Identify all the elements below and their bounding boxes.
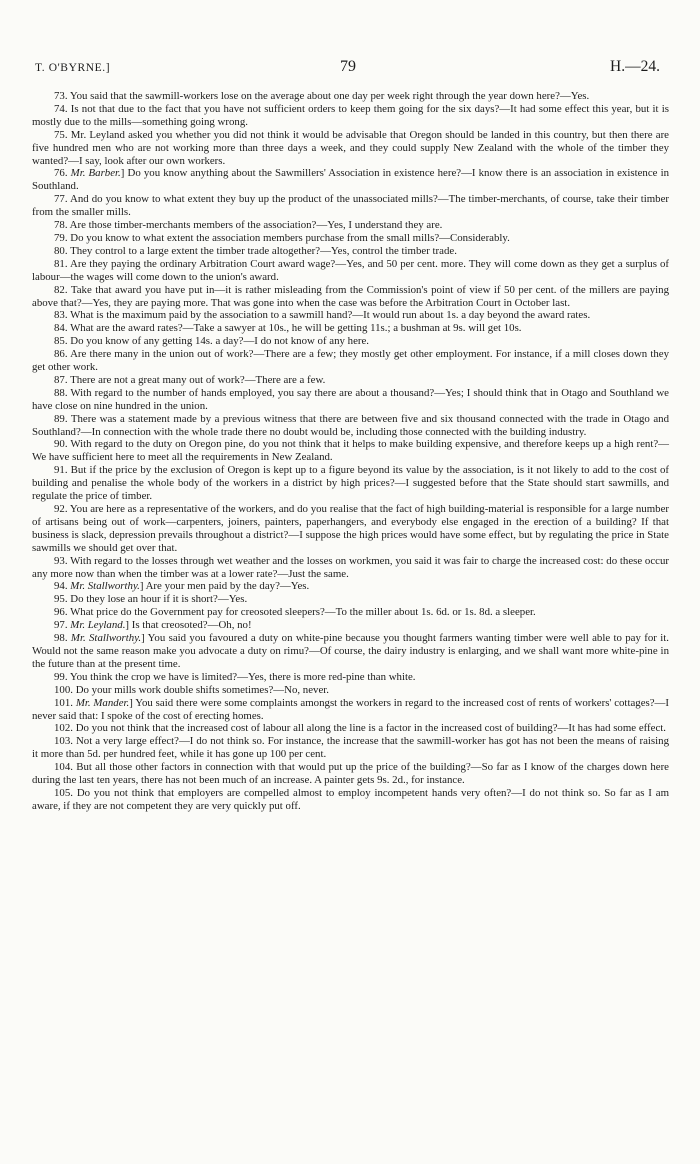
question-text: Mr. Leyland.] Is that creosoted?—Oh, no! — [70, 619, 252, 632]
question-text: What are the award rates?—Take a sawyer at 10s., he will be getting 11s.; a bushman at 9s. will get 10s. — [67, 322, 522, 335]
question-number: 95. — [54, 593, 68, 606]
question-number: 80. — [54, 244, 68, 257]
question-number: 103. — [54, 735, 73, 748]
question-number: 73. — [54, 90, 68, 102]
testimony-paragraph — [32, 219, 669, 232]
question-number: 82. — [54, 283, 68, 296]
question-text: What is the maximum paid by the association to a sawmill hand?—It would run about 1s. a day beyond the award rates. — [67, 309, 591, 322]
question-number: 79. — [54, 231, 68, 244]
testimony-paragraph — [32, 193, 669, 219]
testimony-paragraph — [32, 413, 669, 439]
question-text: Are they paying the ordinary Arbitration Court award wage?—Yes, and 50 per cent. more. They will come down as they get a surplus of labour—the wages will come down to the union's award. — [32, 257, 669, 283]
question-text: With regard to the duty on Oregon pine, do you not think that it helps to make building expensive, and therefore keeps up a high rent?—We have sufficient here to meet all the requirements in New Zealand. — [32, 438, 669, 464]
question-text: Mr. Leyland asked you whether you did not think it would be advisable that Oregon should be landed in this country, but then there are five hundred men who are not working more than three days a week, and they could supply New Zealand with the whole of the timber they wanted?—I say, look after our own workers. — [32, 128, 669, 167]
question-number: 76. — [54, 167, 68, 180]
question-text: But all those other factors in connection with that would put up the price of the building?—So far as I know of the charges down here during the last ten years, there has not been much of an increase. A painter gets 9s. 2d., for instance. — [32, 761, 669, 787]
question-number: 98. — [54, 632, 68, 645]
question-text: You think the crop we have is limited?—Yes, there is more red-pine than white. — [67, 670, 416, 683]
question-number: 94. — [54, 580, 68, 593]
page-number: 79 — [340, 58, 356, 75]
testimony-paragraph — [32, 593, 669, 606]
witness-name: T. O'BYRNE.] — [35, 62, 111, 74]
testimony-paragraph — [32, 309, 669, 322]
question-number: 92. — [54, 503, 68, 515]
question-text: Do your mills work double shifts sometimes?—No, never. — [72, 683, 329, 696]
question-number: 101. — [54, 696, 73, 709]
question-text: There are not a great many out of work?—There are a few. — [67, 373, 326, 386]
testimony-paragraph — [32, 697, 669, 723]
testimony-paragraph — [32, 606, 669, 619]
question-text: Do they lose an hour if it is short?—Yes. — [67, 593, 248, 606]
question-number: 104. — [54, 761, 73, 774]
question-text: Do you know to what extent the association members purchase from the small mills?—Considerably. — [67, 231, 510, 244]
testimony-paragraph — [32, 374, 669, 387]
question-number: 81. — [54, 257, 68, 270]
question-number: 89. — [54, 412, 68, 425]
testimony-paragraph — [32, 684, 669, 697]
question-text: Mr. Stallworthy.] Are your men paid by the day?—Yes. — [70, 580, 310, 593]
testimony-text — [32, 90, 669, 813]
testimony-paragraph — [32, 619, 669, 632]
question-text: With regard to the number of hands employed, you say there are about a thousand?—Yes; I should think that in Otago and Southland we have close on nine hundred in the union. — [32, 386, 669, 412]
testimony-paragraph — [32, 284, 669, 310]
question-text: Are there many in the union out of work?—There are a few; they mostly get other employment. For instance, if a mill closes down they get other work. — [32, 348, 669, 374]
question-number: 99. — [54, 670, 68, 683]
question-text: Do you know of any getting 14s. a day?—I do not know of any here. — [67, 335, 370, 348]
testimony-paragraph — [32, 787, 669, 813]
testimony-paragraph — [32, 258, 669, 284]
question-number: 96. — [54, 606, 68, 619]
testimony-paragraph — [32, 103, 669, 129]
question-text: Mr. Barber.] Do you know anything about the Sawmillers' Association in existence here?—I know there is an association in existence in Southland. — [32, 167, 670, 193]
question-number: 74. — [54, 102, 68, 115]
testimony-paragraph — [32, 387, 669, 413]
question-number: 77. — [54, 193, 68, 206]
question-text: Is not that due to the fact that you have not sufficient orders to keep them going for the six days?—It had some effect this year, but it is mostly due to the mills—something going wrong. — [32, 102, 669, 128]
testimony-paragraph — [32, 555, 669, 581]
testimony-paragraph — [32, 761, 669, 787]
testimony-paragraph — [32, 671, 669, 684]
question-number: 97. — [54, 619, 68, 632]
question-number: 93. — [54, 554, 68, 567]
testimony-paragraph — [32, 245, 669, 258]
testimony-paragraph — [32, 438, 669, 464]
testimony-paragraph — [32, 348, 669, 374]
question-number: 86. — [54, 348, 68, 361]
testimony-paragraph — [32, 129, 669, 168]
question-text: Take that award you have put in—it is rather misleading from the Commission's point of view if 50 per cent. of the millers are paying above that?—Yes, they are paying more. That was gone into when the case was before the Arbitration Court in October last. — [32, 283, 669, 309]
testimony-paragraph — [32, 632, 669, 671]
testimony-paragraph — [32, 322, 669, 335]
question-number: 100. — [54, 683, 73, 696]
question-text: Mr. Mander.] You said there were some complaints amongst the workers in regard to the increased cost of rents of workers' cottages?—I never said that: I spoke of the cost of erecting homes. — [32, 696, 669, 722]
testimony-paragraph — [32, 503, 669, 555]
testimony-paragraph — [32, 464, 669, 503]
question-number: 85. — [54, 335, 68, 348]
question-text: Do you not think that the increased cost of labour all along the line is a factor in the increased cost of building?—It has had some effect. — [72, 722, 667, 735]
question-text: Do you not think that employers are compelled almost to employ incompetent hands very often?—I do not think so. So far as I am aware, if they are not competent they are very quickly put off. — [32, 786, 669, 812]
question-text: Mr. Stallworthy.] You said you favoured a duty on white-pine because you thought farmers wanting timber were well able to pay for it. Would not the same reason make you advocate a duty on rimu?—Of course, the dairy industry is enlarging, and we shall want more white-pine in the future than at the present time. — [32, 632, 669, 670]
testimony-paragraph — [32, 722, 669, 735]
question-text: But if the price by the exclusion of Oregon is kept up to a figure beyond its value by the association, is it not likely to add to the cost of building and penalise the whole body of the workers in a district by high prices?—I suggested before that the State should start sawmills, and regulate the price of timber. — [32, 464, 669, 503]
question-number: 90. — [54, 438, 68, 451]
question-number: 91. — [54, 464, 68, 477]
testimony-paragraph — [32, 232, 669, 245]
question-number: 78. — [54, 219, 68, 232]
question-text: What price do the Government pay for creosoted sleepers?—To the miller about 1s. 6d. or 1s. 8d. a sleeper. — [67, 606, 536, 619]
testimony-paragraph — [32, 167, 669, 193]
question-number: 87. — [54, 373, 68, 386]
testimony-paragraph — [32, 735, 669, 761]
question-text: Are those timber-merchants members of the association?—Yes, I understand they are. — [67, 219, 443, 232]
testimony-paragraph — [32, 335, 669, 348]
question-number: 88. — [54, 386, 68, 399]
question-number: 105. — [54, 786, 73, 799]
testimony-paragraph — [32, 90, 669, 103]
testimony-paragraph — [32, 580, 669, 593]
question-text: They control to a large extent the timber trade altogether?—Yes, control the timber trade. — [67, 244, 457, 257]
page-header — [0, 58, 700, 78]
question-number: 83. — [54, 309, 68, 322]
document-reference: H.—24. — [610, 58, 660, 75]
question-text: There was a statement made by a previous witness that there are between five and six thousand connected with the trade in Otago and Southland?—In connection with the whole trade there no doubt would be, including those connected with the building industry. — [32, 412, 669, 438]
question-text: You are here as a representative of the workers, and do you realise that the fact of high building-material is responsible for a large number of artisans being out of work—carpenters, joiners, painters, paperhangers, and everybody else engaged in the erection of a building? If that business is slack, depression prevails throughout a district?—I suppose the high prices would have some effect, but by regulating the price in State sawmills we should get over that. — [32, 503, 669, 554]
question-number: 75. — [54, 128, 68, 141]
question-text: And do you know to what extent they buy up the product of the unassociated mills?—The timber-merchants, of course, take their timber from the smaller mills. — [32, 193, 669, 219]
question-text: With regard to the losses through wet weather and the losses on workmen, you said it was fair to charge the increased cost: do these occur any more now than when the timber was at a lower rate?—Just the same. — [32, 554, 669, 580]
question-text: Not a very large effect?—I do not think so. For instance, the increase that the sawmill-worker has got has not been the means of raising it more than 5d. per hundred feet, while it has gone up 100 per cent. — [32, 735, 669, 761]
question-number: 84. — [54, 322, 68, 335]
question-number: 102. — [54, 722, 73, 735]
question-text: You said that the sawmill-workers lose on the average about one day per week right through the year down here?—Yes. — [67, 90, 590, 102]
